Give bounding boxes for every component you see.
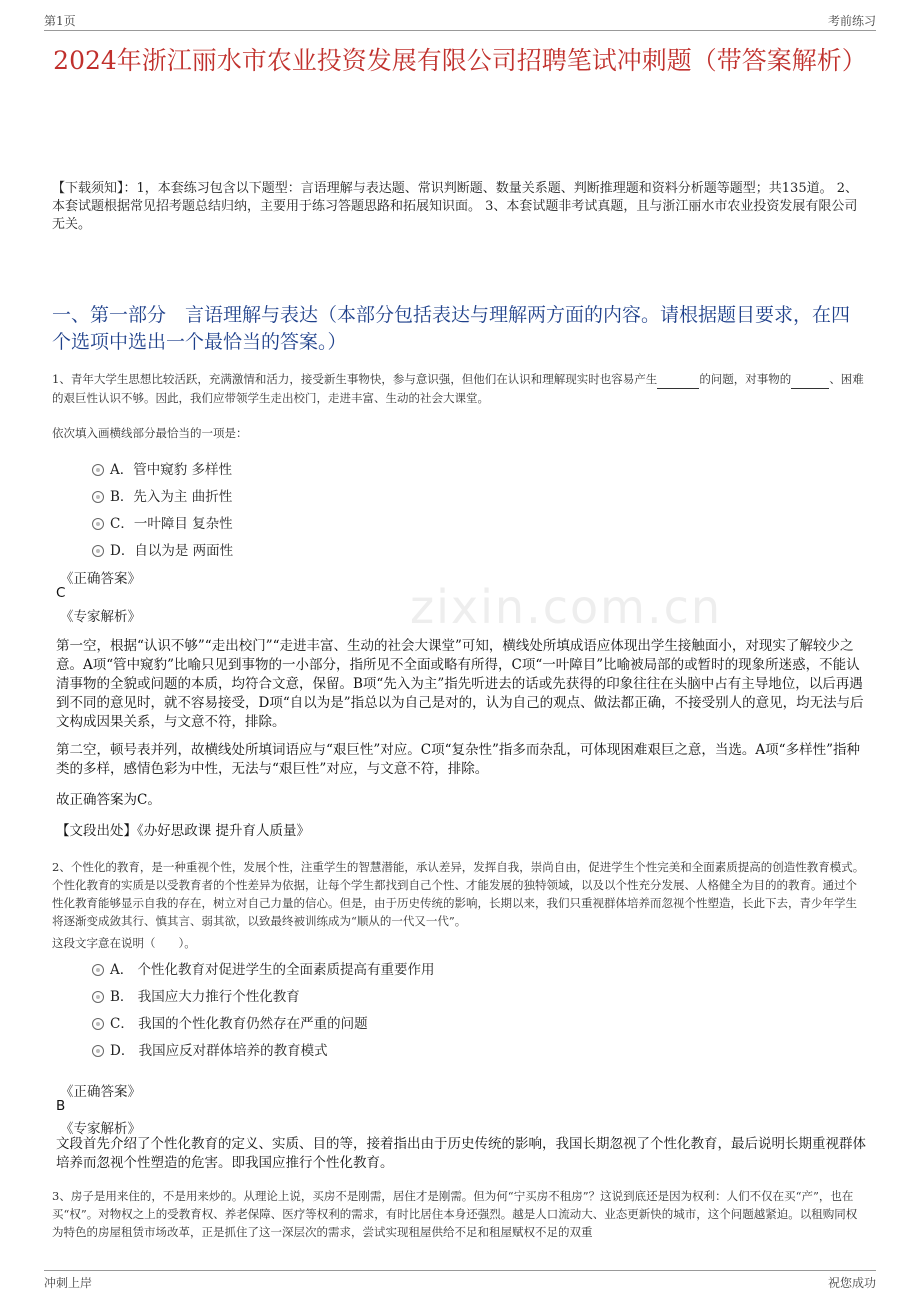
q2-analysis: 文段首先介绍了个性化教育的定义、实质、目的等，接着指出由于历史传统的影响，我国长期忽视了个性化教育，最后说明长期重视群体培养而忽视个性塑造的危害。即我国应推行个性化教育。 bbox=[56, 1136, 866, 1171]
q1-analysis-paragraph: 第二空，顿号表并列，故横线处所填词语应与“艰巨性”对应。C项“复杂性”指多而杂乱，可体现困难艰巨之意，当选。A项“多样性”指种类的多样，感情色彩为中性，无法与“艰巨性”对应，与文意不符，排除。 bbox=[56, 742, 860, 777]
q1-answer-label: 《正确答案》 bbox=[60, 571, 141, 587]
q2-answer: B bbox=[56, 1098, 66, 1114]
footer-left: 冲刺上岸 bbox=[44, 1276, 93, 1290]
footer-right: 祝您成功 bbox=[827, 1276, 876, 1290]
q1-option-a[interactable]: A．管中窥豹 多样性 bbox=[92, 458, 232, 478]
radio-icon[interactable] bbox=[92, 1018, 104, 1030]
q2-option-c[interactable]: C． 我国的个性化教育仍然存在严重的问题 bbox=[92, 1012, 368, 1032]
q1-analysis-paragraph: 第一空，根据“认识不够”“走出校门”“走进丰富、生动的社会大课堂”可知，横线处所填成语应体现出学生接触面小，对现实了解较少之意。A项“管中窥豹”比喻只见到事物的一小部分，指所见不全面或略有所得，C项“一叶障目”比喻被局部的或暂时的现象所迷惑，不能认清事物的全貌或问题的本质，均符合文意，保留。B项“先入为主”指先听进去的话或先获得的印象往往在头脑中占有主导地位，以后再遇到不同的意见时，就不容易接受，D项“自以为是”指总以为自己是对的，认为自己的观点、做法都正确，不接受别人的意见，均无法与后文构成因果关系，与文意不符，排除。 bbox=[56, 638, 864, 730]
question-1-stem: 1、青年大学生思想比较活跃，充满激情和活力，接受新生事物快，参与意识强，但他们在认识和理解现实时也容易产生 的问题，对事物的 、困难的艰巨性认识不够。因此，我们应带领学生走出校门，走进丰富、生动的社会大课堂。 bbox=[52, 372, 864, 405]
q2-option-a[interactable]: A． 个性化教育对促进学生的全面素质提高有重要作用 bbox=[92, 958, 435, 978]
download-notice: 【下载须知】：1，本套练习包含以下题型：言语理解与表达题、常识判断题、数量关系题、判断推理题和资料分析题等题型；共135道。 2、本套试题根据常见招考题总结归纳，主要用于练习答题思路和拓展知识面。 3、本套试题非考试真题，且与浙江丽水市农业投资发展有限公司无关。 bbox=[52, 181, 858, 232]
radio-icon[interactable] bbox=[92, 991, 104, 1003]
radio-icon[interactable] bbox=[92, 964, 104, 976]
q1-answer: C bbox=[56, 585, 66, 601]
q1-analysis-label: 《专家解析》 bbox=[60, 609, 141, 625]
radio-icon[interactable] bbox=[92, 491, 104, 503]
q2-answer-label: 《正确答案》 bbox=[60, 1084, 141, 1100]
radio-icon[interactable] bbox=[92, 464, 104, 476]
watermark: zixin.com.cn bbox=[410, 580, 723, 634]
question-3-stem: 3、房子是用来住的，不是用来炒的。从理论上说，买房不是刚需，居住才是刚需。但为何“宁买房不租房”？这说到底还是因为权利：人们不仅在买“产”，也在买“权”。对物权之上的受教育权、养老保障、医疗等权利的需求，有时比居住本身还强烈。越是人口流动大、业态更新快的城市，这个问题越紧迫。以租购同权为特色的房屋租赁市场改革，正是抓住了这一深层次的需求，尝试实现租屋供给不足和租屋赋权不足的双重 bbox=[52, 1189, 858, 1239]
q1-option-c[interactable]: C．一叶障目 复杂性 bbox=[92, 512, 233, 532]
q2-analysis-label: 《专家解析》 bbox=[60, 1121, 141, 1137]
radio-icon[interactable] bbox=[92, 518, 104, 530]
blank-1 bbox=[657, 370, 699, 389]
page-number: 第1页 bbox=[44, 14, 76, 28]
question-2-stem: 2、个性化的教育，是一种重视个性，发展个性，注重学生的智慧潜能，承认差异，发挥自我，崇尚自由，促进学生个性完美和全面素质提高的创造性教育模式。个性化教育的实质是以受教育者的个性差异为依据，让每个学生都找到自己个性、才能发展的独特领域，以及以个性充分发展、人格健全为目的的教育。通过个性化教育能够显示自我的存在，树立对自己力量的信心。但是，由于历史传统的影响，长期以来，我们只重视群体培养而忽视个性塑造，长此下去，青少年学生将逐渐变成敛其行、慎其言、弱其欲，以致最终被训练成为“顺从的一代又一代”。 bbox=[52, 860, 865, 928]
page-footer bbox=[44, 1270, 876, 1292]
q1-option-d[interactable]: D．自以为是 两面性 bbox=[92, 539, 233, 559]
page-title: 2024年浙江丽水市农业投资发展有限公司招聘笔试冲刺题（带答案解析） bbox=[53, 46, 867, 75]
header-tag: 考前练习 bbox=[827, 14, 876, 28]
q2-option-d[interactable]: D． 我国应反对群体培养的教育模式 bbox=[92, 1039, 328, 1059]
radio-icon[interactable] bbox=[92, 1045, 104, 1057]
q1-option-b[interactable]: B．先入为主 曲折性 bbox=[92, 485, 232, 505]
q1-analysis-conclusion: 故正确答案为C。 bbox=[56, 792, 161, 808]
blank-2 bbox=[791, 370, 829, 389]
radio-icon[interactable] bbox=[92, 545, 104, 557]
q2-option-b[interactable]: B． 我国应大力推行个性化教育 bbox=[92, 985, 300, 1005]
page-header bbox=[44, 12, 876, 31]
q1-source: 【文段出处】《办好思政课 提升育人质量》 bbox=[56, 823, 311, 839]
question-2-prompt: 这段文字意在说明（ ）。 bbox=[52, 936, 196, 950]
section-heading: 一、第一部分 言语理解与表达（本部分包括表达与理解两方面的内容。请根据题目要求，在四个选项中选出一个最恰当的答案。） bbox=[52, 304, 851, 353]
question-1-prompt: 依次填入画横线部分最恰当的一项是： bbox=[52, 426, 248, 440]
